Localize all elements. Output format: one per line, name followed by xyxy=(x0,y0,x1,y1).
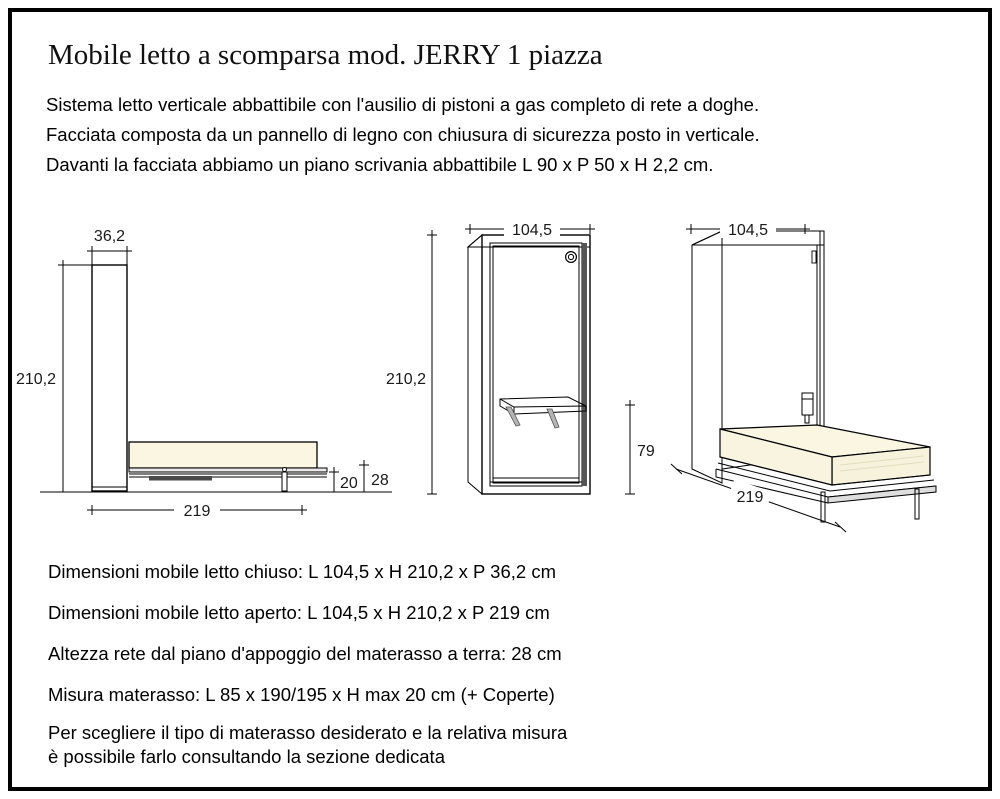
fold-down-desk xyxy=(500,397,586,428)
dim-side-length: 219 xyxy=(183,503,211,520)
front-view xyxy=(386,219,655,494)
spec-line-net-height: Altezza rete dal piano d'appoggio del materasso a terra: 28 cm xyxy=(48,643,562,664)
description-line-1: Sistema letto verticale abbattibile con l'ausilio di pistoni a gas completo di rete a doghe. xyxy=(46,94,760,115)
spec-line-mattress-size: Misura materasso: L 85 x 190/195 x H max 20 cm (+ Coperte) xyxy=(48,684,555,705)
gas-piston xyxy=(802,393,813,423)
spec-line-note-2: è possibile farlo consultando la sezione dedicata xyxy=(48,746,445,767)
description-line-3: Davanti la facciata abbiamo un piano scrivania abbattibile L 90 x P 50 x H 2,2 cm. xyxy=(46,154,714,175)
dim-persp-depth: 219 xyxy=(736,489,764,506)
technical-drawings xyxy=(12,207,1000,537)
dim-front-height: 210,2 xyxy=(385,371,426,388)
dim-front-desk-height: 79 xyxy=(637,443,655,460)
spec-line-closed-dimensions: Dimensioni mobile letto chiuso: L 104,5 x H 210,2 x P 36,2 cm xyxy=(48,561,556,582)
sheet-inner xyxy=(12,12,988,787)
latch-icon xyxy=(812,251,816,263)
drawing-sheet xyxy=(8,8,992,791)
dim-side-net-height: 28 xyxy=(371,472,389,489)
dim-side-height: 210,2 xyxy=(15,371,56,388)
page-title: Mobile letto a scomparsa mod. JERRY 1 piazza xyxy=(48,39,603,71)
perspective-view xyxy=(671,219,936,532)
dim-side-depth: 36,2 xyxy=(93,228,126,245)
drawings-svg xyxy=(12,207,1000,537)
lock-knob-icon xyxy=(566,252,577,263)
side-view xyxy=(16,228,392,520)
dim-front-width: 104,5 xyxy=(511,222,553,239)
dim-persp-width: 104,5 xyxy=(727,222,769,239)
description-line-2: Facciata composta da un pannello di legno con chiusura di sicurezza posto in verticale. xyxy=(46,124,760,145)
spec-line-open-dimensions: Dimensioni mobile letto aperto: L 104,5 x H 210,2 x P 219 cm xyxy=(48,602,550,623)
dim-side-mattress-height: 20 xyxy=(340,475,358,492)
spec-line-note-1: Per scegliere il tipo di materasso desiderato e la relativa misura xyxy=(48,722,568,743)
